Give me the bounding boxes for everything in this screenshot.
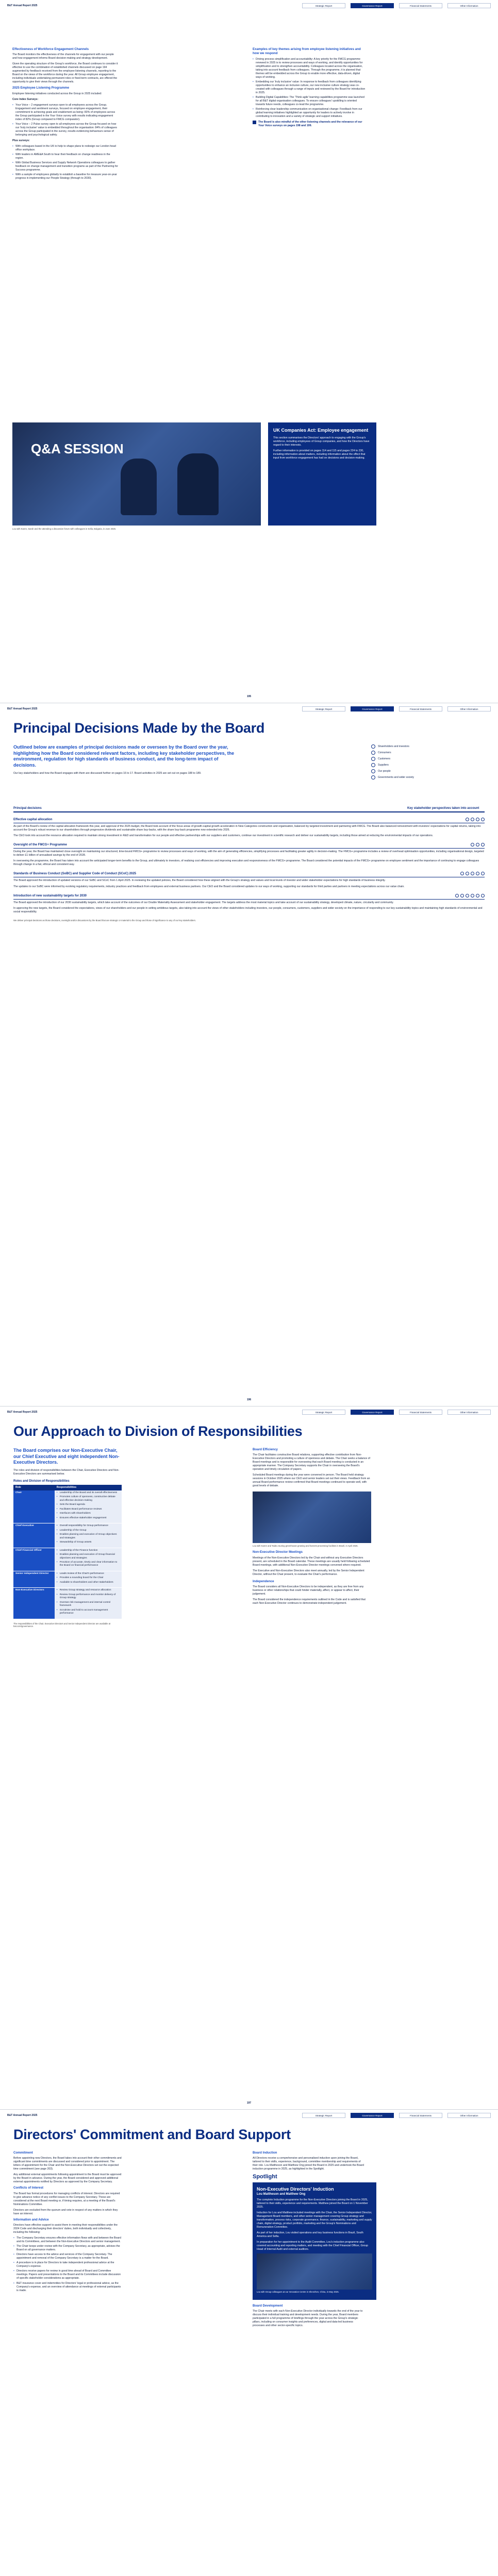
- page-3: [0, 1406, 498, 2110]
- governments-icon: [371, 775, 375, 779]
- induction-body: All Directors receive a comprehensive and personalised induction upon joining the Board, tailored to their skills, experience, background, committee membership and requirements of their role. Lou Mattheson and Matthew Ong joined the Board in 2025 and undertook the Board induction programme in 2025, as highlighted in the Spotlight.: [253, 2157, 364, 2171]
- qa-session-photo: [12, 422, 261, 526]
- development-title: Board Development: [253, 2304, 283, 2308]
- list-item: • Your Voice – 2 engagement surveys open to all employees across the Group. Engagement and sentiment surveys, focused on employee engagement, their commitment to achieving goals and enablement as being: 83% of employees across the Group participated in the Your Voice survey with results indicating engagement index of 82% (Group compared to FMCG comparator).: [12, 104, 118, 122]
- photo-caption: Lou with Karen, Sarah and the attending a discussion forum with colleagues in Sofia, Bulgaria, in June 2025.: [12, 528, 117, 530]
- greenhouse-photo: [253, 1492, 371, 1543]
- companies-act-body: This section summarises the Directors' approach to engaging with the Group's workforce, including employees of Group companies, and how the Directors have regard to their interests.: [273, 436, 370, 447]
- decision-section-head: Introduction of new sustainability targets for 2030: [13, 893, 485, 900]
- pulse-title: 2025 Employee Listening Programme: [12, 86, 70, 90]
- commitment-title: Commitment: [13, 2151, 33, 2155]
- list-item: • A procedure is in place for Directors to take independent professional advice at the Company's expense.: [13, 2261, 122, 2268]
- conflicts-body: The Board has formal procedures for managing conflicts of interest. Directors are required to give advance notice of any conflict issues to the Company Secretary. These are considered at the next Board meeting or, if timing requires, at a meeting of the Board's Nominations Committee.: [13, 2192, 120, 2206]
- pulse-body: Employee listening initiatives conducted across the Group in 2025 included:: [12, 92, 102, 95]
- info-list: [13, 2236, 122, 2292]
- list-item: • Embedding our 'truly inclusive' value: In response to feedback from colleagues identifying opportunities to enhance an inclusive culture, our new inclusive culture strategy was co-created with colleagues through a range of inputs and reviewed by the Board for introduction in 2025.: [253, 80, 366, 95]
- people-icon: [371, 769, 375, 773]
- table-title: Roles and Division of Responsibilities: [13, 1480, 70, 1483]
- board-efficiency-title: Board Efficiency: [253, 1448, 278, 1451]
- decisions-note: We deliver principal decisions as those decisions, oversight and/or discussions by the Board that are strategic or material to the Group and those of significance to any of our key stakeholders.: [13, 919, 196, 922]
- nav-governance-report[interactable]: Governance Report: [351, 706, 394, 711]
- decisions-table: [13, 806, 485, 924]
- conflicts-title: Conflicts of Interest: [13, 2186, 44, 2190]
- nav-financial-statements[interactable]: Financial Statements: [399, 1410, 442, 1415]
- responsibilities-table: [13, 1485, 122, 1619]
- spotlight-panel: [253, 2182, 376, 2300]
- board-efficiency-body: The Chair facilitates constructive Board relations, supporting effective contribution from Non-Executive Directors and promoting a culture of openness and debate. The Chair seeks a balance of Board meetings and is responsible for overseeing that each Board meeting is conducted in an appropriate manner. The Company Secretary supports the Chair in overseeing the Board's operation and timely circulation of papers.: [253, 1453, 371, 1471]
- independence-title: Independence: [253, 1579, 274, 1583]
- effectiveness-body-2: Given the operating structure of the Group's workforce, the Board continues to consider it effective to use the combination of established channels discussed on page 194 augmented by feedback received from the employee listening channels, reporting to the Board on the views of the workforce during the year. All Group employee engagement, including individuals undertaking permanent roles or fixed-term contracts, are offered the opportunity to give their views through the channels.: [12, 62, 118, 84]
- info-title: Information and Advice: [13, 2217, 49, 2222]
- list-item: • Directors have access to the advice and services of the Company Secretary. The appointment and removal of the Company Secretary is a matter for the Board.: [13, 2253, 122, 2260]
- ned-meetings-body-2: The Executive and Non-Executive Directors also meet annually, led by the Senior Independent Director, without the Chair present, to evaluate the Chair's performance.: [253, 1569, 364, 1576]
- list-item: • Directors receive papers for review in good time ahead of Board and Committee meetings. Papers and presentations to the Board and its Committees include discussion of specific stakeholder considerations as appropriate.: [13, 2269, 122, 2280]
- legend-suppliers: Suppliers: [371, 763, 474, 767]
- decision-section-head: Standards of Business Conduct (SoBC) and Supplier Code of Conduct (SCoC) 2025: [13, 871, 485, 877]
- commitment-body-2: Any additional external appointments following appointment to the Board must be approved by the Board in advance. During the year, the Board considered and approved additional external appointments notified by Directors as approved by the Company Secretary.: [13, 2173, 122, 2184]
- table-note: The responsibilities of the Chair, Executive Directors and Senior Independent Director are available at bat.com/governance.: [13, 1622, 111, 1628]
- page-number: 195: [246, 695, 252, 699]
- lead-body: The roles and division of responsibilities between the Chair, Executive Directors and Non-Executive Directors are summarised below.: [13, 1469, 120, 1476]
- report-title: B&T Annual Report 2025: [7, 707, 38, 710]
- list-item: • With leaders in AME&A South to hear their feedback on change readiness in the region.: [12, 153, 118, 160]
- section-nav: [302, 1410, 491, 1415]
- spotlight-title: Non-Executive Directors' Induction: [257, 2187, 334, 2192]
- nav-governance-report[interactable]: Governance Report: [351, 1410, 394, 1415]
- suppliers-icon: [371, 763, 375, 767]
- companies-act-body-2: Further information is provided on pages 114 and 115 and pages 224 to 230, including information about matters, including information about the effect that input from workforce engagement has had on decisions and decision-making.: [273, 449, 366, 460]
- ned-meetings-title: Non-Executive Director Meetings: [253, 1550, 303, 1554]
- shareholders-icon: [371, 744, 375, 749]
- left-column: [13, 1448, 122, 1630]
- page-number: 196: [246, 1398, 252, 1402]
- page-title: Our Approach to Division of Responsibilities: [13, 1423, 303, 1439]
- list-item: • Your Voice – 2 Pulse survey open to all employees across the Group focused on how our 'truly inclusive' value is embedded throughout the organisation: 84% of colleagues across the Group participated in the survey, results evidencing behaviours sense of belonging and psychological safety.: [12, 123, 118, 137]
- decision-body: In approving the new targets, the Board considered the expectations, views of our shareholders and our people in setting ambitious targets, also taking into account the views of other stakeholders including investors, our people, consumers, customers, suppliers and wider society on the importance of responding to our key sustainability topics and maintaining high standards of environmental and social responsibility.: [13, 906, 483, 913]
- nav-strategic-report[interactable]: Strategic Report: [302, 706, 345, 711]
- spotlight-body-3: As part of her induction, Lou visited operations and key business functions in Brazil, South America and Sofia.: [257, 2231, 363, 2239]
- left-column: [12, 47, 118, 182]
- page-title: Principal Decisions Made by the Board: [13, 720, 265, 736]
- development-body: The Chair meets with each Non-Executive Director individually towards the end of the year to discuss their individual training and development needs. During the year, Board members participated in a full programme of briefings through the year across the Group's strategic pillars, including on consumer insights and preferences, digital and data-led business processes and other sector-specific topics.: [253, 2310, 363, 2328]
- nav-other-information[interactable]: Other Information: [447, 2113, 491, 2118]
- decision-body: The Board approved the introduction of updated versions of our SoBC and SCoC from 1 April 2025. In reviewing the updated policies, the Board considered how these aligned with the Group's strategy and values and local levels of investor and wider stakeholder expectations for high standards of business integrity.: [13, 879, 386, 883]
- decision-body: The CEO took into account the resource allocation required to maintain strong investment in R&D and transformation for our people and effective partnerships with our suppliers and customers, continue our investment in scientific research and deliver our sustainability targets, including those aimed at reducing the environmental impacts of our operations.: [13, 834, 434, 838]
- page-title: Directors' Commitment and Board Support: [13, 2127, 291, 2142]
- decision-section-head: Oversight of the FMCG+ Programme: [13, 842, 485, 849]
- info-body: Directors have effective support to assist them in meeting their responsibilities under the 2024 Code and discharging their directors' duties, both individually and collectively, including the following:: [13, 2224, 118, 2234]
- spotlight-names: Lou Mattheson and Matthew Ong: [257, 2193, 306, 2196]
- independence-body: The Board considers all Non-Executive Directors to be independent, as they are free from any business or other relationships that could hinder materially, affect, or appear to affect, their judgement.: [253, 1585, 364, 1596]
- decision-body: As part of the Board's review of the capital allocation framework this year, and approval of the 2025 budget, the Board took account of the focus areas of growth-capital growth acceleration in New Categories construction and organisation, balanced by targeted investment and partnering with FMCG. The Board also balanced reinvestment with investors' expectations for capital returns, taking into account the Group's robust revenue to our shareholders through progressive dividends and sustainable share buy-backs, with the share buy-back programme now extended into 2026.: [13, 825, 481, 832]
- person-silhouette: [177, 453, 219, 515]
- spotlight-label: Spotlight: [253, 2174, 277, 2180]
- photo-overlay-text: Q&A SESSION: [31, 441, 124, 456]
- list-item: • B&T insurance cover and indemnities for Directors' legal or professional advice, as the Company's expense, and an overview of attendance at meetings of external participants is made.: [13, 2282, 122, 2293]
- report-title: B&T Annual Report 2025: [7, 1410, 38, 1414]
- plus-list: [12, 145, 118, 180]
- page-number: 197: [246, 2102, 252, 2105]
- section-nav: [302, 2113, 491, 2118]
- legend-consumers: Consumers: [371, 751, 474, 755]
- table-row: Chief Executive • Overall responsibility for Group performance • Leadership of the Group • Enables planning and execution of Group objectives and strategies • Stewardship of Group assets: [13, 1523, 122, 1548]
- top-bar: [0, 2110, 498, 2121]
- nav-governance-report[interactable]: Governance Report: [351, 2113, 394, 2118]
- section-nav: [302, 3, 491, 8]
- companies-act-title: UK Companies Act: Employee engagement: [273, 428, 369, 433]
- effectiveness-title: Effectiveness of Workforce Engagement Channels: [12, 47, 89, 51]
- list-item: • Reinforcing clear leadership communication on organisational change: Feedback from our global learning initiatives highlighted an opportunity for leaders to actively involve in contributing to innovation and a variety of strategic and support initiatives.: [253, 108, 366, 118]
- person-silhouette: [121, 459, 157, 515]
- stakeholder-icons: [466, 818, 485, 822]
- shenzhen-caption: Lou with Group colleagues at our Innovation Centre in Shenzhen, China, in May 2025.: [257, 2291, 339, 2294]
- nav-other-information[interactable]: Other Information: [447, 1410, 491, 1415]
- induction-title: Board Induction: [253, 2151, 277, 2155]
- decision-section-head: Effective capital allocation: [13, 817, 485, 823]
- legend-shareholders: Shareholders and investors: [371, 744, 474, 749]
- nav-other-information[interactable]: Other Information: [447, 3, 491, 8]
- table-row: Senior Independent Director • Leads review of the Chair's performance • Provides a sounding board for the Chair • Available to shareholders and other stakeholders: [13, 1571, 122, 1587]
- stakeholder-icons: [471, 843, 485, 847]
- list-item: • The Company Secretary ensures effective information flows with and between the Board and its Committees, and between the Non-Executive Directors and senior management.: [13, 2236, 122, 2244]
- table-row: Non-Executive Directors • Review Group strategy and resource allocation • Review Group performance and monitor delivery of Group strategy • Oversee risk management and internal control framework • Scrutinise and hold to account management performance: [13, 1588, 122, 1619]
- decision-body: During the year, the Board has maintained close oversight on maintaining our structured, time-bound FMCG+ programme to review processes and ways of working, with the aim of generating efficiencies, simplifying processes and facilitating greater agility in decision-making. The FMCG+ programme includes a review of overhead optimisation opportunities, including organisational design, targeted to deliver £1 billion of annualised savings by the end of 2028.: [13, 850, 484, 857]
- left-column: [13, 2151, 122, 2295]
- commitment-body: Before appointing new Directors, the Board takes into account their other commitments and significant time commitments are discussed and considered prior to appointment. The letters of appointment for the Chair and the Non-Executive Directors set out the expected time commitment (see page 203).: [13, 2157, 122, 2171]
- plus-title: Plus surveys:: [12, 139, 30, 143]
- shenzhen-photo: [257, 2253, 372, 2290]
- lead-text: The Board comprises our Non-Executive Chair, our Chief Executive and eight independent Non-Executive Directors.: [13, 1448, 120, 1465]
- consumers-icon: [371, 751, 375, 755]
- list-item: • Building Digital Capabilities: The 'Think agile' learning capabilities programme was launched for all B&T digital organisation colleagues. To ensure colleagues' upskilling is oriented towards future needs, colleagues co-lead the programme.: [253, 96, 366, 107]
- section-nav: [302, 706, 491, 711]
- page-4: [0, 2110, 498, 2576]
- list-item: • The Chair keeps under review with the Company Secretary, as appropriate, advises the Board on all governance matters.: [13, 2245, 122, 2252]
- legend-our-people: Our people: [371, 769, 474, 773]
- list-item: • With colleagues based in the UK to help to shape plans to redesign our London head office workplace.: [12, 145, 118, 152]
- decisions-table-header: Principal decisions Key stakeholder perspectives taken into account: [13, 806, 485, 812]
- list-item: • With Global Business Services and Supply Network Operations colleagues to gather feedback on change management and transition programs as part of the Partnering for Success programme.: [12, 161, 118, 172]
- col-role: Role: [13, 1485, 55, 1490]
- decision-body: The Board approved the introduction of our 2030 sustainability targets, which take account of the outcomes of our Double Materiality Assessment and stakeholder engagement. The targets address the most material topics and take account of our sustainability strategy, developed climate, nature, circularity and community.: [13, 901, 394, 904]
- page-2: [0, 703, 498, 1406]
- customers-icon: [371, 757, 375, 761]
- themes-list: [253, 58, 366, 118]
- decision-body: In overseeing the programme, the Board has taken into account the anticipated longer-term benefits to the Group, and ultimately to investors, of realising cost efficiencies and improving execution and responsiveness of the FMCG+ programme. The Board considered the potential impacts of the FMCG+ programme on employee sentiment and the importance of continuing to engage colleagues through change in a fair, ethical and consistent way.: [13, 859, 479, 867]
- ned-meetings-body: Meetings of the Non-Executive Directors led by the Chair and without any Executive Directors present, are scheduled in the Board calendar. These meetings are usually held following scheduled Board meetings, with additional Non-Executive Director meetings convened where required.: [253, 1556, 370, 1567]
- lead-block: [13, 744, 240, 777]
- top-bar: [0, 703, 498, 715]
- col-responsibilities: Responsibilities: [55, 1485, 122, 1490]
- list-item: • Driving process simplification and accountability: A key priority for the FMCG programme renewed in 2025 is to review processes and ways of working, and identify opportunities for simplification and to strengthen accountability. Colleagues located across the organisation, taking into account feedback from colleagues. Through the programme, it is planned that themes will be embedded across the Group to enable more effective, data-driven, digital ways of working.: [253, 58, 366, 79]
- right-column: [253, 2151, 479, 2330]
- independence-body-2: The Board considered the independence requirements outlined in the Code and is satisfied that each Non-Executive Director continues to demonstrate independent judgement.: [253, 1598, 366, 1605]
- top-bar: [0, 0, 498, 11]
- spotlight-body-4: In preparation for her appointment to the Audit Committee, Lou's induction programme also covered accounting and reporting matters, and meeting with the Chief Financial Officer, Group Head of Internal Audit and external auditors.: [257, 2241, 368, 2251]
- report-title: B&T Annual Report 2025: [7, 2113, 38, 2117]
- right-column: [253, 1448, 371, 1607]
- stakeholder-legend: [371, 744, 474, 782]
- nav-financial-statements[interactable]: Financial Statements: [399, 3, 442, 8]
- list-item: • With a sample of employees globally to establish a baseline for measure year-on-year progress in implementing our People Strategy (through to 2030).: [12, 173, 118, 180]
- decision-body: The updates to our SoBC were informed by evolving regulatory requirements, industry practices and feedback from employees and external business partners. Our CEO and the Board considered updates to our ways of working, supporting our standards for third parties and partners in meeting expectations across our value chain.: [13, 885, 405, 888]
- greenhouse-caption: Lou with Karen and Tadeu touring greenhouse growing and harvest processing facilities in Brazil, in April 2025.: [253, 1544, 358, 1547]
- legend-customers: Customers: [371, 757, 474, 761]
- arrow-icon: [253, 121, 256, 124]
- themes-footer: [253, 121, 366, 128]
- core-list: [12, 104, 118, 137]
- nav-strategic-report[interactable]: Strategic Report: [302, 2113, 345, 2118]
- page-1: [0, 0, 498, 703]
- lead-body: Our key stakeholders and how the Board engages with them are discussed further on pages 16 to 17. Board activities in 2025 are set out on pages 188 to 189.: [13, 771, 202, 775]
- stakeholder-icons: [455, 894, 485, 898]
- spotlight-body-2: Induction for Lou and Matthew included meetings with the Chair, the Senior Independent Director, Management Board members, and other senior management covering Group strategy and transformation, process risks, corporate governance, finance, sustainability, marketing and supply chain, digital strategy, product portfolio, marketing and the Group's Nominations and Remuneration Committee.: [257, 2211, 372, 2229]
- nav-governance-report[interactable]: Governance Report: [351, 3, 394, 8]
- core-title: Core Index Surveys:: [12, 97, 39, 101]
- companies-act-panel: [268, 422, 376, 526]
- lead-text: Outlined below are examples of principal decisions made or overseen by the Board over the year, highlighting how the Board considered relevant factors, including key stakeholder perspectives, the environment, regulation for high standards of business conduct, and the long-term impact of decisions.: [13, 744, 235, 768]
- table-row: Chair • Leadership of the Board and its overall effectiveness • Promotes culture of openness, constructive debate and effective decision-making • Sets the Board agenda • Facilitates Board performance reviews • Interfaces with shareholders • Ensures effective stakeholder engagement: [13, 1490, 122, 1523]
- conflicts-body-2: Directors are excluded from the quorum and vote in respect of any matters in which they have an interest.: [13, 2208, 118, 2215]
- nav-other-information[interactable]: Other Information: [447, 706, 491, 711]
- nav-financial-statements[interactable]: Financial Statements: [399, 2113, 442, 2118]
- report-title: B&T Annual Report 2025: [7, 4, 38, 7]
- board-efficiency-body-2: Scheduled Board meetings during the year were convened in person. The Board held strategy sessions in October 2025 where our CEO and senior leaders set out their views. Feedback from an annual Board performance review confirmed that Board meetings continued to operate well, with good levels of debate.: [253, 1473, 370, 1488]
- top-bar: [0, 1406, 498, 1418]
- nav-strategic-report[interactable]: Strategic Report: [302, 1410, 345, 1415]
- themes-title: Examples of key themes arising from employee listening initiatives and how we respond: [253, 47, 361, 56]
- spotlight-body: The complete Induction programme for the Non-Executive Directors joining the Board in 2025, tailored to their skills, experience and requirements. Matthew joined the Board on 1 November 2025.: [257, 2198, 368, 2209]
- stakeholder-icons: [460, 872, 485, 876]
- nav-strategic-report[interactable]: Strategic Report: [302, 3, 345, 8]
- right-column: [253, 47, 366, 128]
- effectiveness-body: The Board monitors the effectiveness of the channels for engagement with our people and how engagement informs Board decision-making and strategy development.: [12, 53, 114, 60]
- themes-footer-text: The Board is also mindful of the other listening channels and the relevance of our Your Voice surveys on pages 198 and 199.: [258, 120, 362, 127]
- nav-financial-statements[interactable]: Financial Statements: [399, 706, 442, 711]
- legend-governments: Governments and wider society: [371, 775, 474, 779]
- table-row: Chief Financial Officer • Leadership of the Finance function • Enables planning and execution of Group financial objectives and strategies • Provision of accurate, timely and clear information to the Board on financial performance: [13, 1548, 122, 1571]
